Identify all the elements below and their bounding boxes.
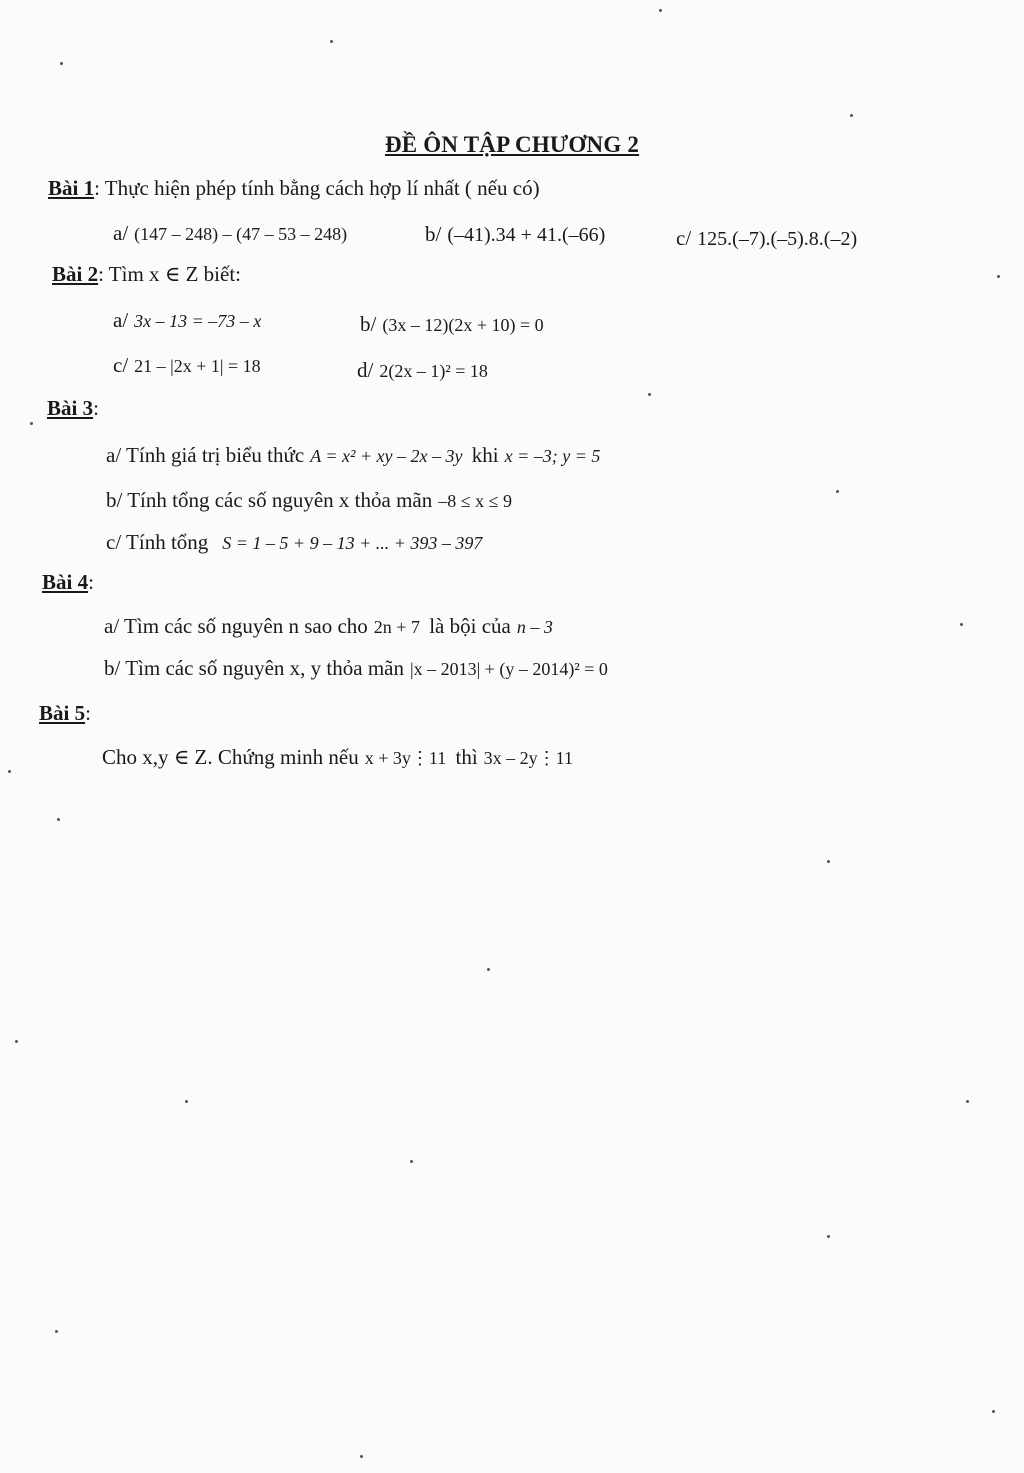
item-label: b/ bbox=[360, 312, 377, 336]
bai1-item-c bbox=[676, 226, 857, 251]
bai5-line bbox=[39, 701, 91, 726]
item-expr: (3x – 12)(2x + 10) = 0 bbox=[382, 315, 544, 335]
item-label: c/ bbox=[113, 353, 129, 377]
item-label: a/ bbox=[113, 221, 129, 245]
item-expr: x + 3y⋮11 bbox=[364, 748, 447, 768]
scan-speck bbox=[57, 818, 60, 821]
scan-speck bbox=[410, 1160, 413, 1163]
item-text: Cho x,y ∈ Z. Chứng minh nếu bbox=[102, 745, 359, 769]
item-text: khi bbox=[471, 443, 499, 467]
bai1-item-a bbox=[113, 221, 347, 246]
page-title: ĐỀ ÔN TẬP CHƯƠNG 2 bbox=[385, 132, 640, 157]
item-expr: 2n + 7 bbox=[373, 617, 420, 637]
bai2-heading: Bài 2 bbox=[52, 262, 99, 286]
bai1-heading: Bài 1 bbox=[48, 176, 95, 200]
item-text: thì bbox=[455, 745, 478, 769]
bai5-heading: Bài 5 bbox=[39, 701, 86, 725]
bai2-item-a bbox=[113, 308, 261, 333]
scan-speck bbox=[30, 422, 33, 425]
item-text: a/ Tính giá trị biểu thức bbox=[106, 443, 305, 467]
bai2-item-d bbox=[357, 358, 488, 383]
bai5-statement bbox=[102, 745, 573, 770]
scan-speck bbox=[15, 1040, 18, 1043]
scan-speck bbox=[827, 860, 830, 863]
item-text: a/ Tìm các số nguyên n sao cho bbox=[104, 614, 368, 638]
item-expr: –8 ≤ x ≤ 9 bbox=[438, 491, 512, 511]
bai4-item-a bbox=[104, 614, 553, 639]
scan-speck bbox=[997, 275, 1000, 278]
item-expr: (–41).34 + 41.(–66) bbox=[447, 224, 606, 246]
item-expr: A = x² + xy – 2x – 3y bbox=[310, 446, 463, 466]
scan-speck bbox=[185, 1100, 188, 1103]
bai3-heading: Bài 3 bbox=[47, 396, 94, 420]
scan-speck bbox=[55, 1330, 58, 1333]
item-expr: 3x – 13 = –73 – x bbox=[134, 311, 262, 331]
item-label: c/ bbox=[676, 226, 692, 250]
item-expr: |x – 2013| + (y – 2014)² = 0 bbox=[409, 659, 608, 679]
bai3-item-a bbox=[106, 443, 600, 468]
item-expr: x = –3; y = 5 bbox=[504, 446, 601, 466]
item-label: a/ bbox=[113, 308, 129, 332]
bai1-item-b bbox=[425, 222, 605, 247]
scan-speck bbox=[836, 490, 839, 493]
scan-speck bbox=[330, 40, 333, 43]
bai3-item-c bbox=[106, 530, 482, 555]
scan-speck bbox=[487, 968, 490, 971]
bai4-colon: : bbox=[88, 570, 94, 594]
bai2-item-b bbox=[360, 312, 544, 337]
scan-speck bbox=[966, 1100, 969, 1103]
bai3-line bbox=[47, 396, 99, 421]
item-expr: 3x – 2y⋮11 bbox=[483, 748, 574, 768]
item-label: d/ bbox=[357, 358, 374, 382]
bai5-colon: : bbox=[85, 701, 91, 725]
item-text: c/ Tính tổng bbox=[106, 530, 209, 554]
item-expr: (147 – 248) – (47 – 53 – 248) bbox=[134, 224, 348, 244]
bai4-line bbox=[42, 570, 94, 595]
bai4-item-b bbox=[104, 656, 608, 681]
item-label: b/ bbox=[425, 222, 442, 246]
scan-speck bbox=[960, 623, 963, 626]
bai3-colon: : bbox=[93, 396, 99, 420]
scan-speck bbox=[360, 1455, 363, 1458]
bai4-heading: Bài 4 bbox=[42, 570, 89, 594]
item-text: b/ Tính tổng các số nguyên x thỏa mãn bbox=[106, 488, 433, 512]
scan-speck bbox=[827, 1235, 830, 1238]
item-expr: n – 3 bbox=[516, 617, 553, 637]
bai2-line bbox=[52, 262, 241, 287]
scan-speck bbox=[850, 114, 853, 117]
item-expr: 21 – |2x + 1| = 18 bbox=[134, 356, 261, 376]
item-text: b/ Tìm các số nguyên x, y thỏa mãn bbox=[104, 656, 404, 680]
bai3-item-b bbox=[106, 488, 512, 513]
item-text: là bội của bbox=[429, 614, 511, 638]
bai1-line bbox=[48, 176, 540, 201]
scan-speck bbox=[60, 62, 63, 65]
scan-speck bbox=[992, 1410, 995, 1413]
item-expr: 2(2x – 1)² = 18 bbox=[379, 361, 488, 381]
bai2-text: : Tìm x ∈ Z biết: bbox=[98, 262, 241, 286]
item-expr: 125.(–7).(–5).8.(–2) bbox=[697, 228, 858, 250]
scan-speck bbox=[8, 770, 11, 773]
bai2-item-c bbox=[113, 353, 261, 378]
scan-speck bbox=[648, 393, 651, 396]
scan-speck bbox=[659, 9, 662, 12]
item-expr: S = 1 – 5 + 9 – 13 + ... + 393 – 397 bbox=[222, 533, 483, 553]
bai1-text: : Thực hiện phép tính bằng cách hợp lí nhất ( nếu có) bbox=[94, 176, 540, 200]
